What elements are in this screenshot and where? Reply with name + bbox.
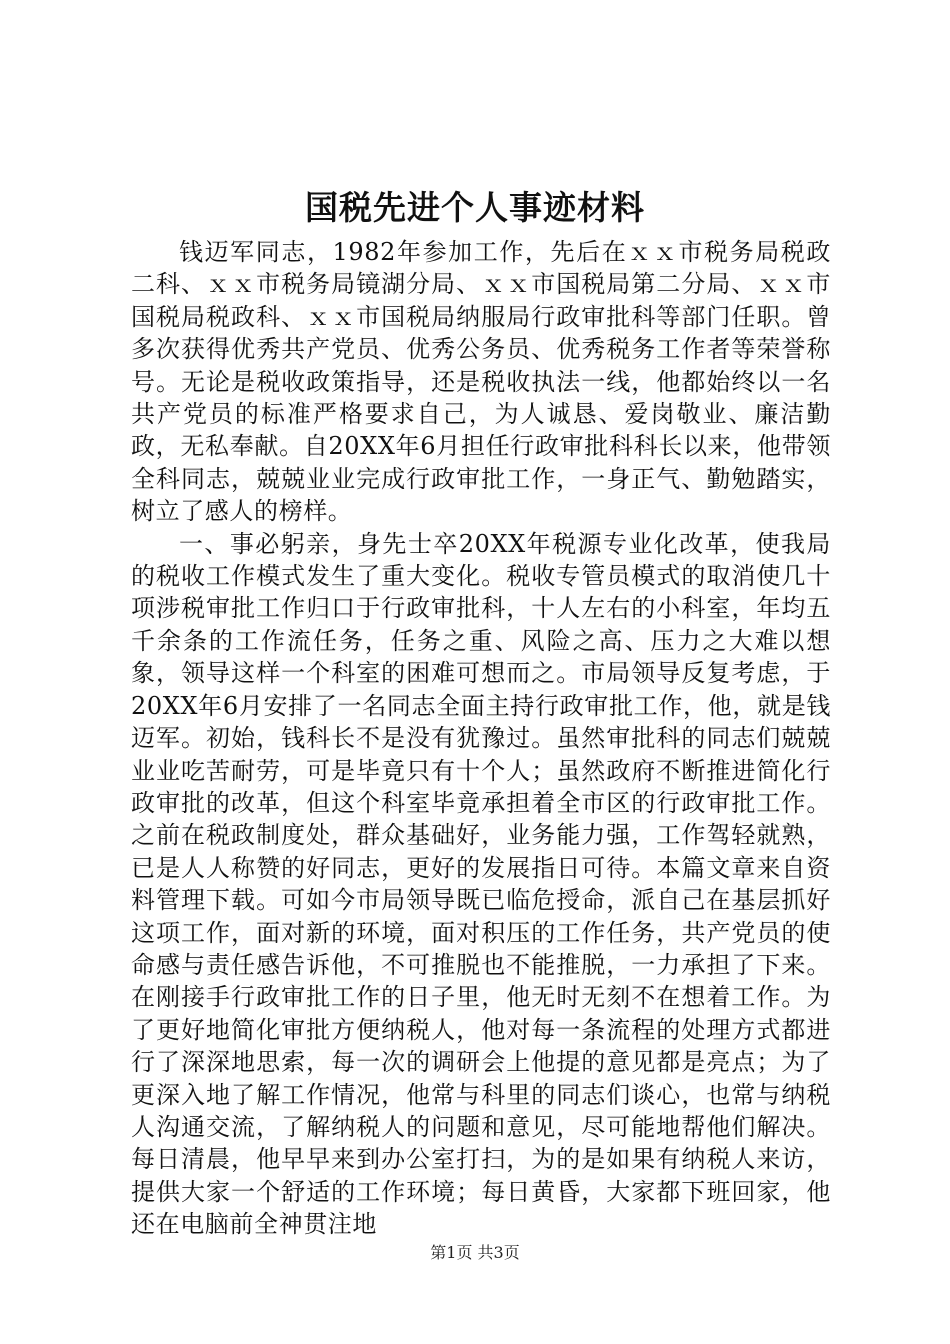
document-body — [131, 236, 831, 1241]
paragraph-section-one: 一、事必躬亲，身先士卒20XX年税源专业化改革，使我局的税收工作模式发生了重大变化。税收专管员模式的取消使几十项涉税审批工作归口于行政审批科，十人左右的小科室，年均五千余条的工作流任务，任务之重、风险之高、压力之大难以想象，领导这样一个科室的困难可想而之。市局领导反复考虑，于20XX年6月安排了一名同志全面主持行政审批工作，他，就是钱迈军。初始，钱科长不是没有犹豫过。虽然审批科的同志们兢兢业业吃苦耐劳，可是毕竟只有十个人；虽然政府不断推进简化行政审批的改革，但这个科室毕竟承担着全市区的行政审批工作。之前在税政制度处，群众基础好，业务能力强，工作驾轻就熟，已是人人称赞的好同志，更好的发展指日可待。本篇文章来自资料管理下载。可如今市局领导既已临危授命，派自己在基层抓好这项工作，面对新的环境，面对积压的工作任务，共产党员的使命感与责任感告诉他，不可推脱也不能推脱，一力承担了下来。在刚接手行政审批工作的日子里，他无时无刻不在想着工作。为了更好地简化审批方便纳税人，他对每一条流程的处理方式都进行了深深地思索，每一次的调研会上他提的意见都是亮点；为了更深入地了解工作情况，他常与科里的同志们谈心，也常与纳税人沟通交流，了解纳税人的问题和意见，尽可能地帮他们解决。每日清晨，他早早来到办公室打扫，为的是如果有纳税人来访，提供大家一个舒适的工作环境；每日黄昏，大家都下班回家，他还在电脑前全神贯注地 — [131, 529, 831, 1239]
page-number-footer: 第1页 共3页 — [430, 1243, 520, 1262]
paragraph-intro: 钱迈军同志，1982年参加工作，先后在ｘｘ市税务局税政二科、ｘｘ市税务局镜湖分局、ｘｘ市国税局第二分局、ｘｘ市国税局税政科、ｘｘ市国税局纳服局行政审批科等部门任职。曾多次获得优秀共产党员、优秀公务员、优秀税务工作者等荣誉称号。无论是税收政策指导，还是税收执法一线，他都始终以一名共产党员的标准严格要求自己，为人诚恳、爱岗敬业、廉洁勤政，无私奉献。自20XX年6月担任行政审批科科长以来，他带领全科同志，兢兢业业完成行政审批工作，一身正气、勤勉踏实，树立了感人的榜样。 — [131, 238, 831, 526]
document-title: 国税先进个人事迹材料 — [305, 188, 645, 227]
